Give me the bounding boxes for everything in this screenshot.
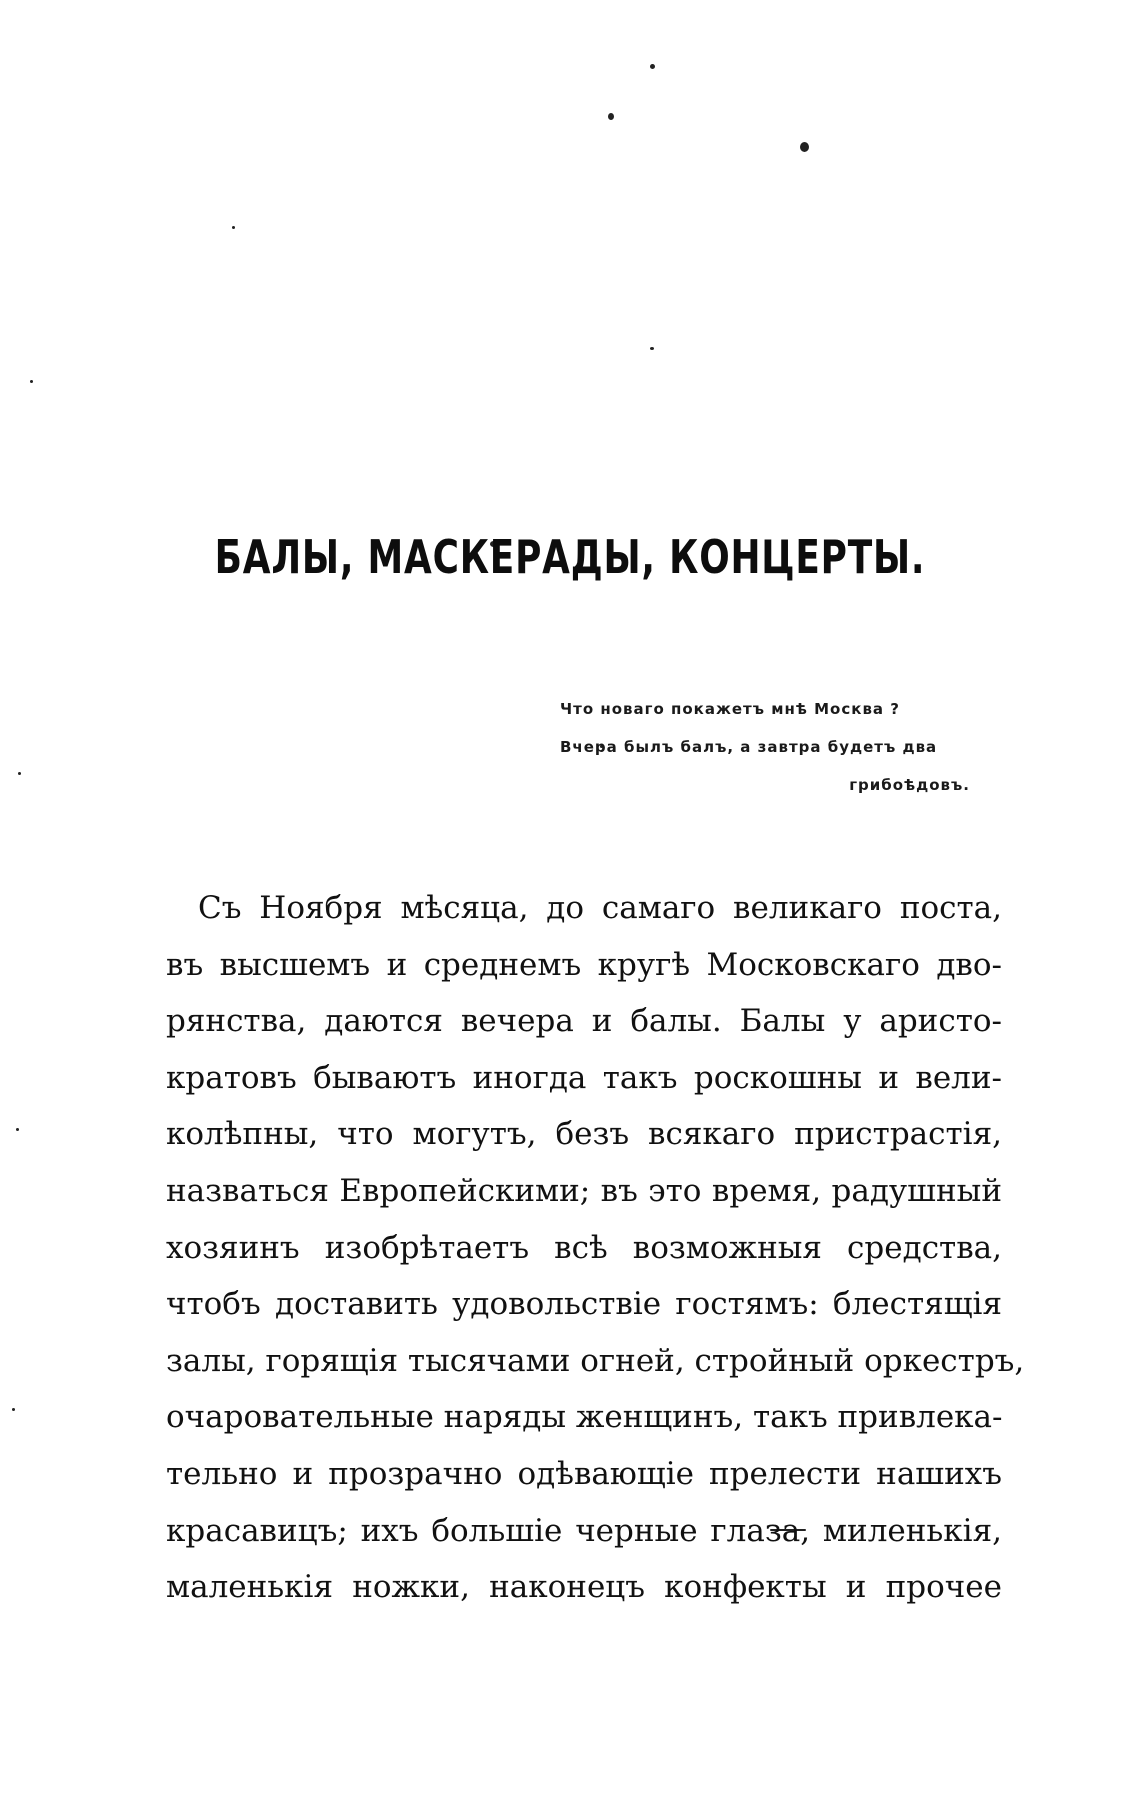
body-paragraph — [166, 880, 1025, 1616]
epigraph-line: Что новаго покажетъ мнѣ Москва ? — [560, 700, 900, 718]
paragraph-line: Съ Ноября мѣсяца, до самаго великаго поста, — [198, 890, 1002, 926]
scan-speck — [650, 347, 654, 350]
scan-speck — [608, 113, 614, 120]
paragraph-line: назваться Европейскими; въ это время, радушный — [166, 1172, 1002, 1209]
paragraph-line: очаровательные наряды женщинъ, такъ привлека- — [166, 1399, 1003, 1436]
scan-speck — [30, 380, 33, 383]
epigraph-attribution: грибоѣдовъ. — [849, 776, 970, 794]
scan-speck — [18, 772, 21, 775]
paragraph-line: кратовъ бываютъ иногда такъ роскошны и вели- — [166, 1059, 1002, 1096]
scan-speck — [232, 226, 235, 229]
paragraph-line: маленькія ножки, наконецъ конфекты и прочее — [166, 1569, 1002, 1606]
epigraph-line: Вчера былъ балъ, а завтра будетъ два — [560, 738, 938, 756]
paragraph-line: залы, горящія тысячами огней, стройный оркестръ, — [166, 1342, 1025, 1379]
scan-speck — [16, 1128, 19, 1131]
paragraph-line: хозяинъ изобрѣтаетъ всѣ возможныя средства, — [166, 1229, 1002, 1266]
paragraph-line: тельно и прозрачно одѣвающіе прелести нашихъ — [166, 1455, 1002, 1492]
paragraph-line: чтобъ доставить удовольствіе гостямъ: блестящія — [166, 1286, 1002, 1323]
scan-speck — [650, 64, 655, 69]
scan-speck — [12, 1408, 15, 1411]
epigraph — [560, 690, 970, 804]
paragraph-line: колѣпны, что могутъ, безъ всякаго пристрастія, — [166, 1116, 1002, 1153]
paragraph-line: въ высшемъ и среднемъ кругѣ Московскаго дво- — [166, 946, 1002, 983]
paragraph-line: красавицъ; ихъ большіе черные глаза, миленькія, — [166, 1512, 1002, 1549]
chapter-title: БАЛЫ, МАСКЕРАДЫ, КОНЦЕРТЫ. — [214, 530, 926, 584]
scan-speck — [800, 142, 809, 152]
paragraph-line: рянства, даются вечера и балы. Балы у аристо- — [166, 1003, 1002, 1040]
